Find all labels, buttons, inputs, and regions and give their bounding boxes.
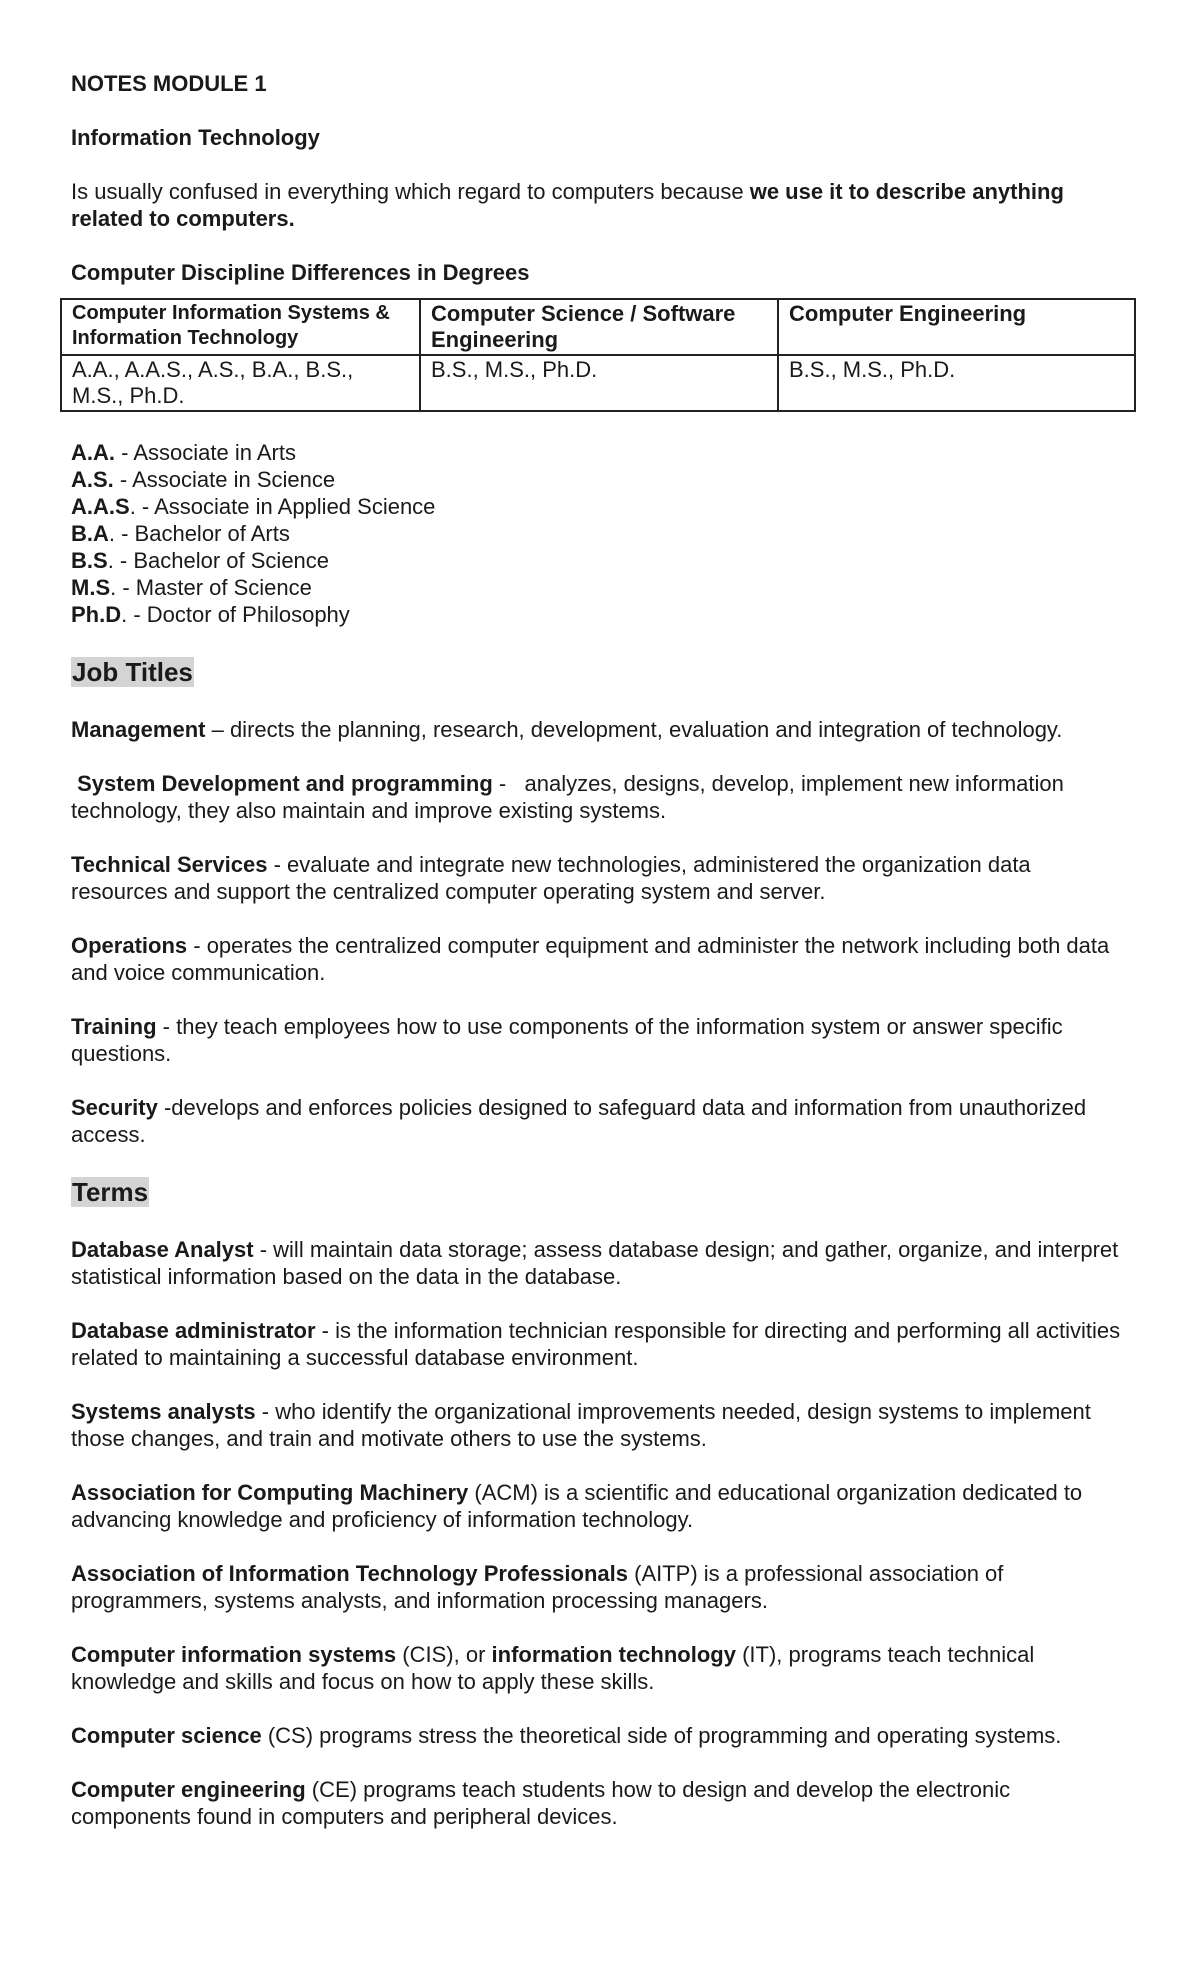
term-desc: (AITP) is a professional association of programmers, systems analysts, and information processing managers. (71, 1561, 1004, 1613)
document-title: NOTES MODULE 1 (71, 71, 267, 96)
term-name: Association of Information Technology Professionals (71, 1561, 628, 1586)
term-desc: - who identify the organizational improvements needed, design systems to implement those changes, and train and motivate others to use the systems. (71, 1399, 1091, 1451)
job-title-desc: -develops and enforces policies designed to safeguard data and information from unauthorized access. (71, 1095, 1087, 1147)
term-item (71, 1722, 1133, 1749)
abbreviation-code: M.S (71, 575, 111, 600)
term-name: Systems analysts (71, 1399, 256, 1424)
degrees-table (60, 298, 1136, 412)
abbreviation-desc: . - Bachelor of Science (107, 548, 330, 573)
abbreviation-code: B.S (71, 548, 108, 573)
job-titles-heading (71, 656, 1133, 688)
term-desc: (IT), programs teach technical knowledge and skills and focus on how to apply these skills. (71, 1642, 1035, 1694)
job-title-term: Training (71, 1014, 157, 1039)
abbreviation-list (71, 439, 1133, 628)
degrees-value-ce: B.S., M.S., Ph.D. (778, 355, 1135, 411)
term-item (71, 1398, 1133, 1452)
abbreviation-desc: - Associate in Science (113, 467, 336, 492)
abbreviation-item (71, 574, 1133, 601)
term-item (71, 1236, 1133, 1290)
it-text-plain: Is usually confused in everything which regard to computers because (71, 179, 750, 204)
abbreviation-code: B.A (71, 521, 109, 546)
abbreviation-item (71, 439, 1133, 466)
job-title-term: Technical Services (71, 852, 268, 877)
terms-heading-text: Terms (72, 1177, 149, 1207)
term-desc: (CE) programs teach students how to design and develop the electronic components found in computers and peripheral devices. (71, 1777, 1011, 1829)
abbreviation-desc: . - Associate in Applied Science (129, 494, 436, 519)
term-desc: (CS) programs stress the theoretical side of programming and operating systems. (261, 1723, 1062, 1748)
degrees-value-cs: B.S., M.S., Ph.D. (420, 355, 778, 411)
degrees-header-cis: Computer Information Systems & Information Technology (61, 299, 420, 355)
job-titles-heading-text: Job Titles (72, 657, 193, 687)
job-title-desc: - operates the centralized computer equipment and administer the network including both data and voice communication. (71, 933, 1110, 985)
term-desc: (ACM) is a scientific and educational organization dedicated to advancing knowledge and proficiency of information technology. (71, 1480, 1083, 1532)
abbreviation-item (71, 520, 1133, 547)
job-title-term: Operations (71, 933, 188, 958)
abbreviation-item (71, 547, 1133, 574)
term-item (71, 1560, 1133, 1614)
term-name: Computer information systems (71, 1642, 397, 1667)
job-title-item (71, 1013, 1133, 1067)
term-item (71, 1776, 1133, 1830)
degrees-header-ce: Computer Engineering (778, 299, 1135, 355)
degrees-value-row (61, 355, 1135, 411)
degrees-value-cis: A.A., A.A.S., A.S., B.A., B.S., M.S., Ph.D. (61, 355, 420, 411)
job-title-item (71, 770, 1133, 824)
term-desc: - will maintain data storage; assess database design; and gather, organize, and interpret statistical information based on the data in the database. (71, 1237, 1119, 1289)
job-title-item (71, 1094, 1133, 1148)
job-title-item (71, 932, 1133, 986)
document-page (71, 70, 1133, 1830)
job-title-desc: – directs the planning, research, development, evaluation and integration of technology. (205, 717, 1063, 742)
abbreviation-code: A.A. (71, 440, 115, 465)
abbreviation-desc: . - Doctor of Philosophy (121, 602, 350, 627)
degrees-heading: Computer Discipline Differences in Degrees (71, 260, 530, 285)
term-item (71, 1317, 1133, 1371)
degrees-header-cs: Computer Science / Software Engineering (420, 299, 778, 355)
term-connector: (CIS), or (396, 1642, 492, 1667)
term-name: Database administrator (71, 1318, 316, 1343)
abbreviation-desc: - Associate in Arts (115, 440, 296, 465)
term-item (71, 1479, 1133, 1533)
job-title-desc: - analyzes, designs, develop, implement new information technology, they also maintain and improve existing systems. (71, 771, 1070, 823)
abbreviation-desc: . - Bachelor of Arts (108, 521, 290, 546)
abbreviation-item (71, 466, 1133, 493)
term-name: information technology (491, 1642, 736, 1667)
terms-heading (71, 1176, 1133, 1208)
term-name: Database Analyst (71, 1237, 254, 1262)
it-text-bold: we use it to describe anything related to computers. (71, 179, 1064, 231)
degrees-header-row (61, 299, 1135, 355)
it-paragraph (71, 178, 1133, 232)
job-title-item (71, 716, 1133, 743)
term-name: Computer engineering (71, 1777, 306, 1802)
term-desc: - is the information technician responsible for directing and performing all activities related to maintaining a successful database environment. (71, 1318, 1121, 1370)
it-heading: Information Technology (71, 125, 320, 150)
job-title-item (71, 851, 1133, 905)
abbreviation-code: A.S. (71, 467, 114, 492)
term-item (71, 1641, 1133, 1695)
abbreviation-code: Ph.D (71, 602, 122, 627)
abbreviation-item (71, 601, 1133, 628)
job-title-term: System Development and programming (71, 771, 493, 796)
job-title-desc: - they teach employees how to use components of the information system or answer specific questions. (71, 1014, 1063, 1066)
job-title-desc: - evaluate and integrate new technologies, administered the organization data resources and support the centralized computer operating system and server. (71, 852, 1031, 904)
term-name: Computer science (71, 1723, 262, 1748)
term-name: Association for Computing Machinery (71, 1480, 469, 1505)
abbreviation-desc: . - Master of Science (110, 575, 312, 600)
abbreviation-code: A.A.S (71, 494, 130, 519)
job-title-term: Security (71, 1095, 158, 1120)
job-title-term: Management (71, 717, 206, 742)
abbreviation-item (71, 493, 1133, 520)
